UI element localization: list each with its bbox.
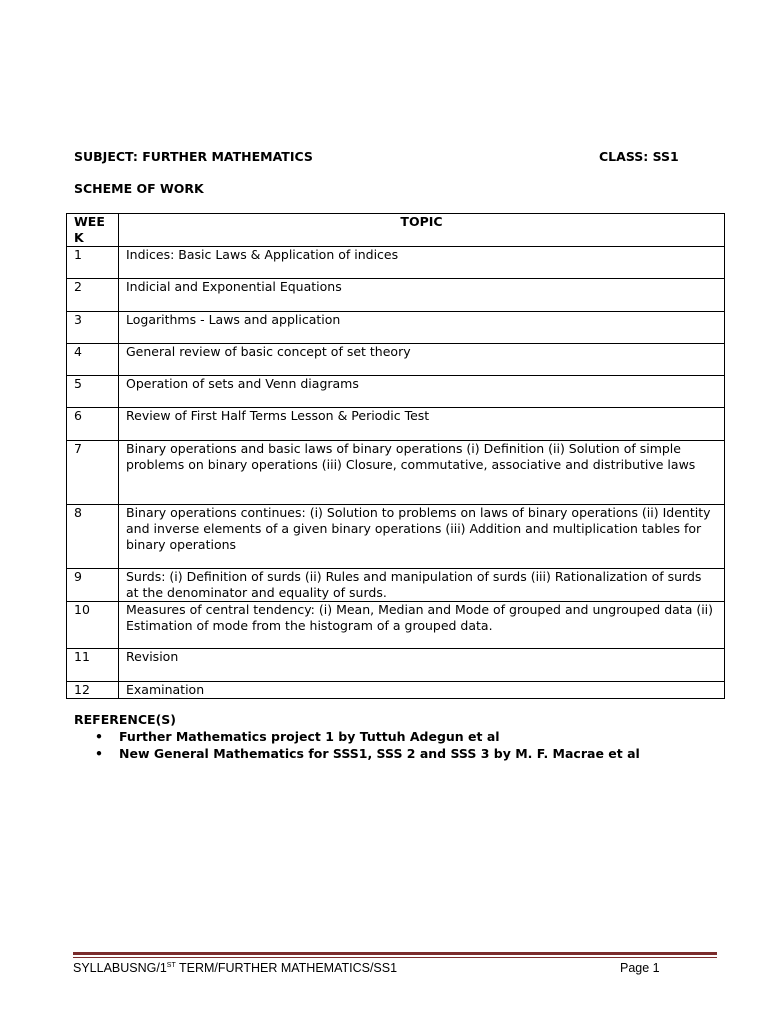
table-row xyxy=(67,376,725,408)
references-list xyxy=(74,728,640,762)
week-cell: 1 xyxy=(67,247,119,279)
week-cell: 8 xyxy=(67,505,119,569)
table-row xyxy=(67,408,725,441)
topic-cell: Indices: Basic Laws & Application of indices xyxy=(119,247,725,279)
footer-rule-thin xyxy=(73,957,717,958)
table-row xyxy=(67,344,725,376)
topic-cell: Surds: (i) Definition of surds (ii) Rules and manipulation of surds (iii) Rationalization of surds at the denominator and equality of surds. xyxy=(119,569,725,602)
week-cell: 7 xyxy=(67,441,119,505)
scheme-table xyxy=(66,213,725,699)
table-row xyxy=(67,602,725,649)
topic-cell: Indicial and Exponential Equations xyxy=(119,279,725,312)
topic-cell: Binary operations and basic laws of binary operations (i) Definition (ii) Solution of simple problems on binary operations (iii) Closure, commutative, associative and distributive laws xyxy=(119,441,725,505)
footer-doc-id: SYLLABUSNG/1ST TERM/FURTHER MATHEMATICS/SS1 xyxy=(73,961,398,975)
page-number: Page 1 xyxy=(620,961,660,975)
table-row xyxy=(67,649,725,682)
header-row xyxy=(74,149,694,164)
week-cell: 10 xyxy=(67,602,119,649)
subject-label: SUBJECT: FURTHER MATHEMATICS xyxy=(74,149,313,164)
bullet-icon: • xyxy=(95,729,103,744)
topic-cell: Review of First Half Terms Lesson & Periodic Test xyxy=(119,408,725,441)
table-row xyxy=(67,569,725,602)
class-label: CLASS: SS1 xyxy=(599,149,679,164)
week-cell: 2 xyxy=(67,279,119,312)
footer xyxy=(73,961,717,975)
table-row xyxy=(67,505,725,569)
week-cell: 11 xyxy=(67,649,119,682)
references-title: REFERENCE(S) xyxy=(74,712,177,727)
topic-cell: Measures of central tendency: (i) Mean, Median and Mode of grouped and ungrouped data (ii) Estimation of mode from the histogram of a grouped data. xyxy=(119,602,725,649)
week-cell: 5 xyxy=(67,376,119,408)
week-cell: 9 xyxy=(67,569,119,602)
topic-cell: General review of basic concept of set theory xyxy=(119,344,725,376)
topic-column-header: TOPIC xyxy=(119,214,725,247)
table-row xyxy=(67,247,725,279)
scheme-title: SCHEME OF WORK xyxy=(74,181,204,196)
topic-cell: Examination xyxy=(119,682,725,699)
topic-cell: Binary operations continues: (i) Solution to problems on laws of binary operations (ii) Identity and inverse elements of a given binary operations (iii) Addition and multiplication tables for binary operations xyxy=(119,505,725,569)
list-item xyxy=(74,728,640,745)
footer-rule-thick xyxy=(73,952,717,955)
week-column-header: WEE K xyxy=(67,214,119,247)
table-row xyxy=(67,441,725,505)
week-cell: 12 xyxy=(67,682,119,699)
week-cell: 6 xyxy=(67,408,119,441)
bullet-icon: • xyxy=(95,746,103,761)
topic-cell: Logarithms - Laws and application xyxy=(119,312,725,344)
week-cell: 4 xyxy=(67,344,119,376)
week-cell: 3 xyxy=(67,312,119,344)
list-item xyxy=(74,745,640,762)
reference-text: Further Mathematics project 1 by Tuttuh Adegun et al xyxy=(119,729,500,744)
table-row xyxy=(67,682,725,699)
topic-cell: Operation of sets and Venn diagrams xyxy=(119,376,725,408)
topic-cell: Revision xyxy=(119,649,725,682)
table-row xyxy=(67,312,725,344)
table-row xyxy=(67,279,725,312)
reference-text: New General Mathematics for SSS1, SSS 2 and SSS 3 by M. F. Macrae et al xyxy=(119,746,640,761)
